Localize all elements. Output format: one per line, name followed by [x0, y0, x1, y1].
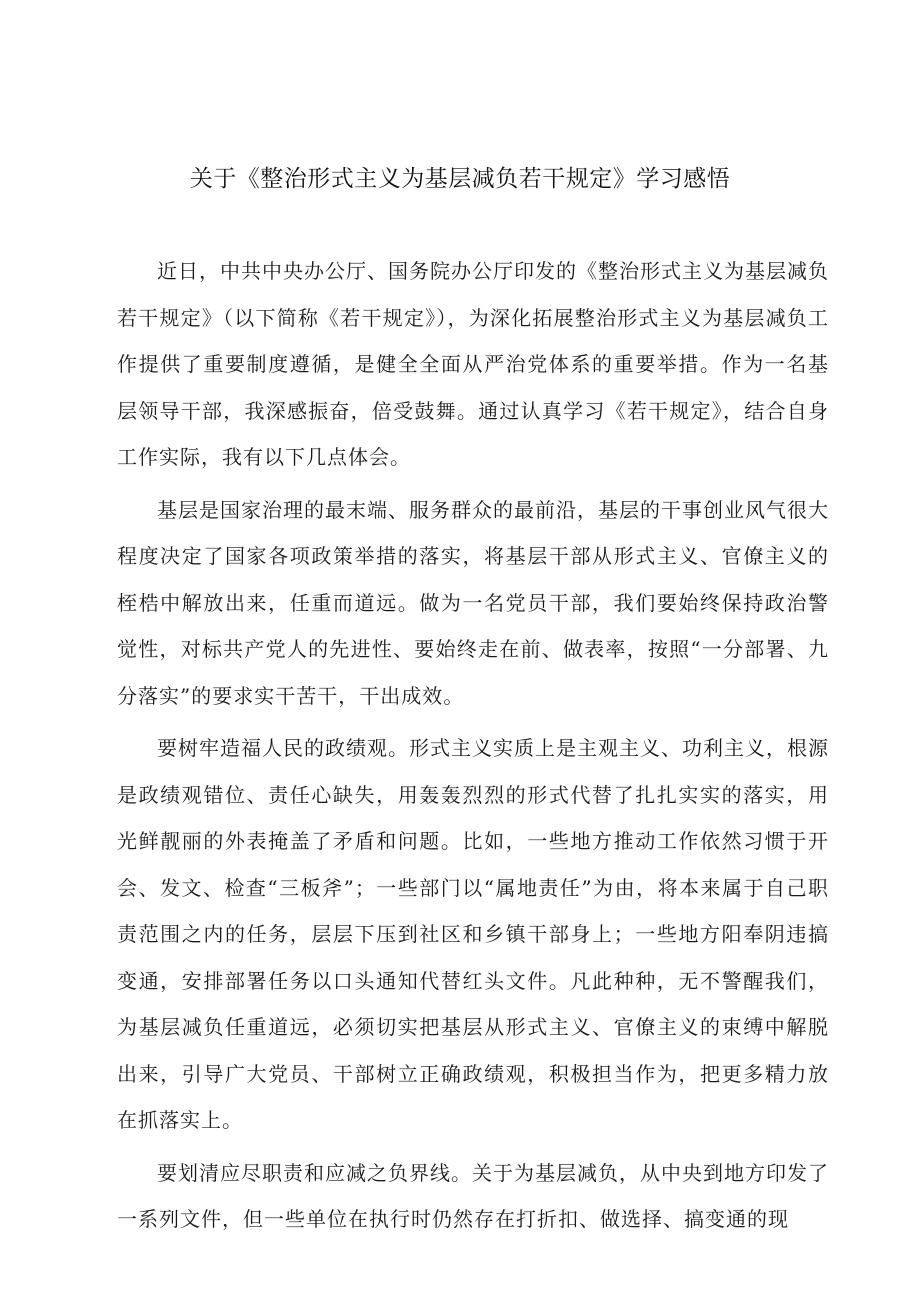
- paragraph-4: 要划清应尽职责和应减之负界线。关于为基层减负，从中央到地方印发了一系列文件，但一些单位在执行时仍然存在打折扣、做选择、搞变通的现: [117, 1160, 829, 1231]
- paragraph-3: 要树牢造福人民的政绩观。形式主义实质上是主观主义、功利主义，根源是政绩观错位、责任心缺失，用轰轰烈烈的形式代替了扎扎实实的落实，用光鲜靓丽的外表掩盖了矛盾和问题。比如，一些地方推动工作依然习惯于开会、发文、检查“三板斧”；一些部门以“属地责任”为由，将本来属于自己职责范围之内的任务，层层下压到社区和乡镇干部身上；一些地方阳奉阴违搞变通，安排部署任务以口头通知代替红头文件。凡此种种，无不警醒我们，为基层减负任重道远，必须切实把基层从形式主义、官僚主义的束缚中解脱出来，引导广大党员、干部树立正确政绩观，积极担当作为，把更多精力放在抓落实上。: [117, 736, 829, 1132]
- document-title: 关于《整治形式主义为基层减负若干规定》学习感悟: [189, 166, 731, 192]
- paragraph-2: 基层是国家治理的最末端、服务群众的最前沿，基层的干事创业风气很大程度决定了国家各项政策举措的落实，将基层干部从形式主义、官僚主义的桎梏中解放出来，任重而道远。做为一名党员干部，我们要始终保持政治警觉性，对标共产党人的先进性、要始终走在前、做表率，按照“一分部署、九分落实”的要求实干苦干，干出成效。: [117, 497, 829, 708]
- document-body: [117, 248, 829, 1249]
- paragraph-1: 近日，中共中央办公厅、国务院办公厅印发的《整治形式主义为基层减负若干规定》（以下简称《若干规定》），为深化拓展整治形式主义为基层减负工作提供了重要制度遵循，是健全全面从严治党体系的重要举措。作为一名基层领导干部，我深感振奋，倍受鼓舞。通过认真学习《若干规定》，结合自身工作实际，我有以下几点体会。: [117, 259, 829, 469]
